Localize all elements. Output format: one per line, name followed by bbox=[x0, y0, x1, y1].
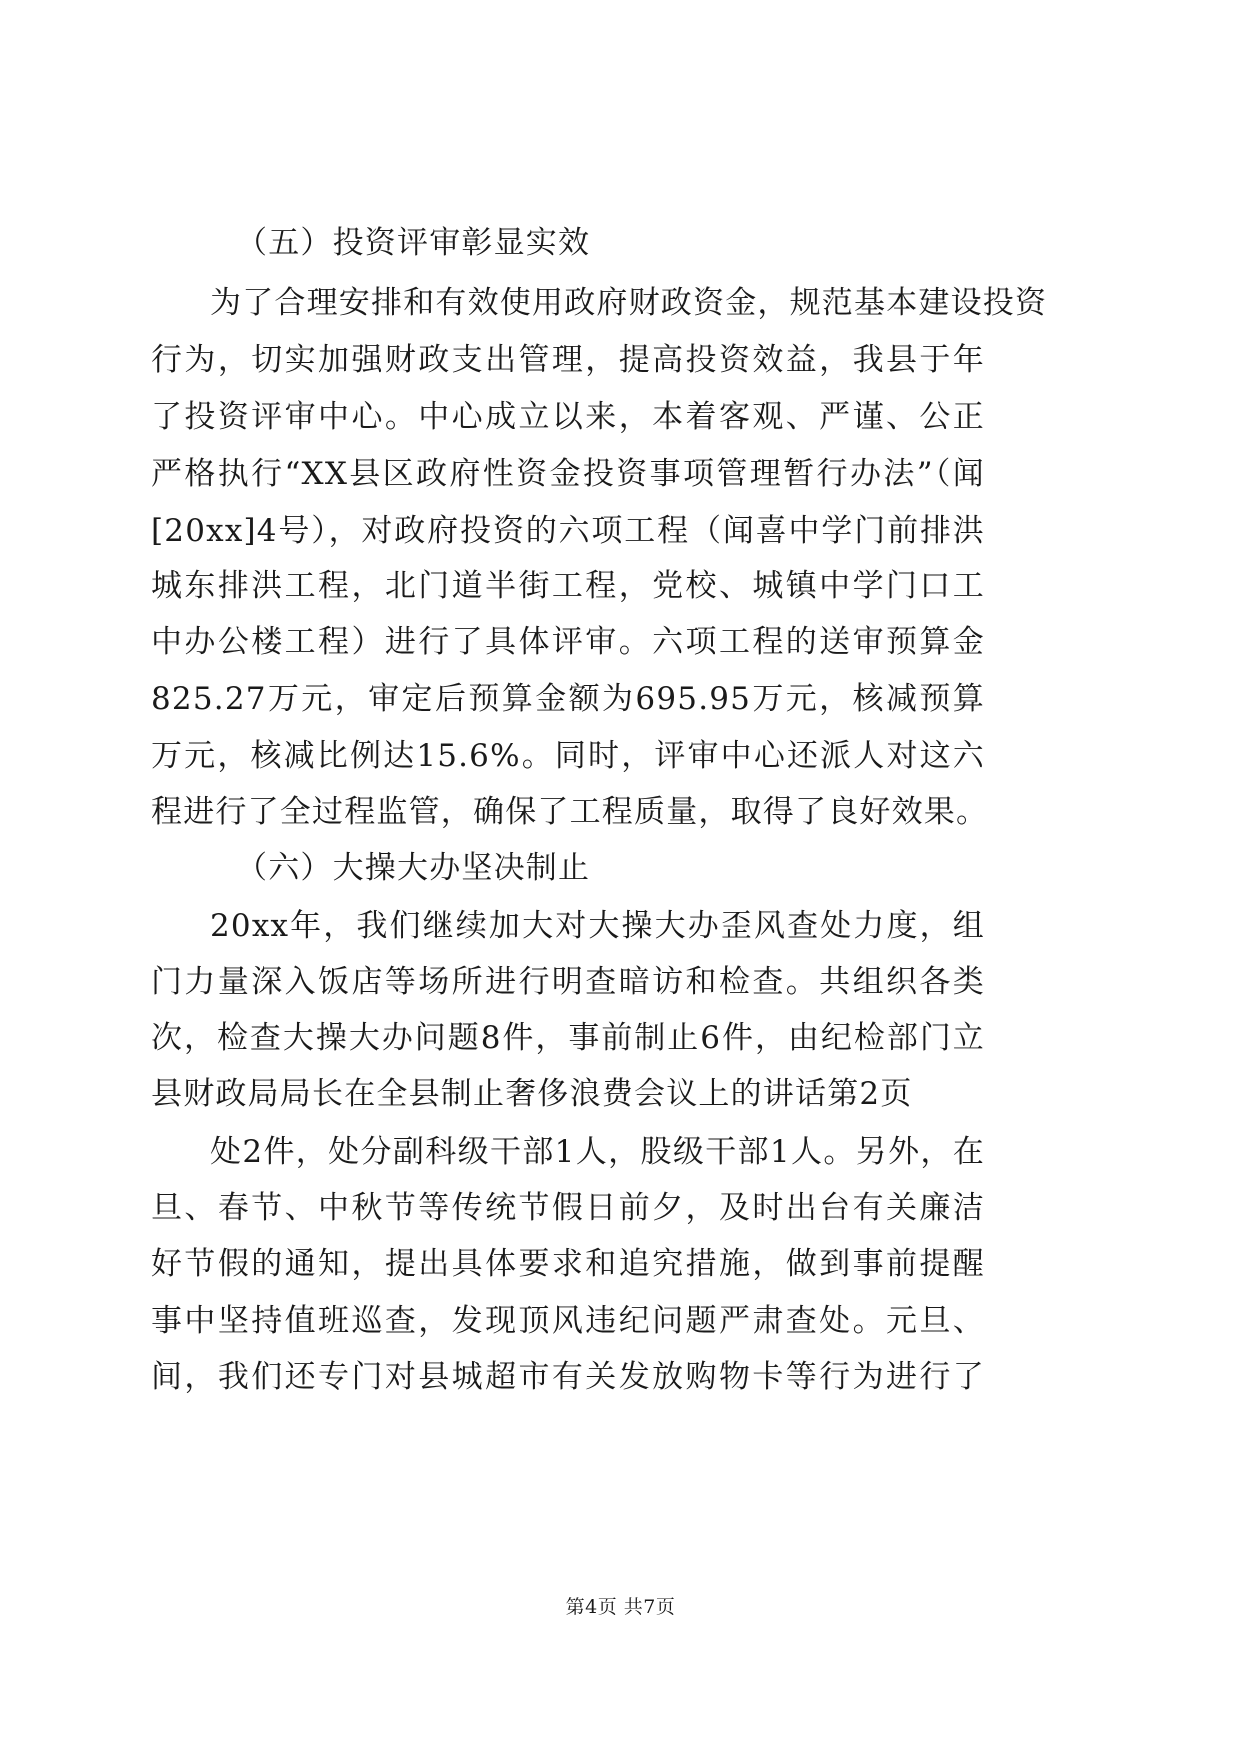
paragraph-line: 间，我们还专门对县城超市有关发放购物卡等行为进行了 bbox=[151, 1359, 985, 1395]
paragraph-line: 处2件，处分副科级干部1人，股级干部1人。另外，在 bbox=[210, 1134, 985, 1170]
section-heading-six: （六）大操大办坚决制止 bbox=[236, 850, 591, 886]
paragraph-line: 门力量深入饭店等场所进行明查暗访和检查。共组织各类 bbox=[151, 964, 985, 1000]
page-number-footer: 第4页 共7页 bbox=[565, 1596, 676, 1618]
paragraph-line: 好节假的通知，提出具体要求和追究措施，做到事前提醒 bbox=[151, 1246, 985, 1282]
paragraph-line: 825.27万元，审定后预算金额为695.95万元，核减预算 bbox=[151, 681, 985, 717]
paragraph-line: 为了合理安排和有效使用政府财政资金，规范基本建设投资 bbox=[210, 285, 1048, 321]
paragraph-line: 事中坚持值班巡查，发现顶风违纪问题严肃查处。元旦、 bbox=[151, 1303, 985, 1339]
paragraph-line: 万元，核减比例达15.6%。同时，评审中心还派人对这六 bbox=[151, 738, 985, 774]
section-heading-five: （五）投资评审彰显实效 bbox=[236, 225, 591, 261]
paragraph-line: 城东排洪工程，北门道半街工程，党校、城镇中学门口工 bbox=[151, 568, 985, 604]
paragraph-line: 了投资评审中心。中心成立以来，本着客观、严谨、公正 bbox=[151, 399, 985, 435]
paragraph-line: 严格执行“XX县区政府性资金投资事项管理暂行办法”（闻 bbox=[151, 456, 985, 492]
paragraph-line: 程进行了全过程监管，确保了工程质量，取得了良好效果。 bbox=[151, 794, 989, 830]
paragraph-line: 中办公楼工程）进行了具体评审。六项工程的送审预算金 bbox=[151, 624, 985, 660]
paragraph-line: 旦、春节、中秋节等传统节假日前夕，及时出台有关廉洁 bbox=[151, 1190, 985, 1226]
paragraph-line: [20xx]4号），对政府投资的六项工程（闻喜中学门前排洪 bbox=[151, 513, 985, 549]
page-title-line: 县财政局局长在全县制止奢侈浪费会议上的讲话第2页 bbox=[151, 1076, 913, 1112]
paragraph-line: 行为，切实加强财政支出管理，提高投资效益，我县于年 bbox=[151, 342, 985, 378]
paragraph-line: 20xx年，我们继续加大对大操大办歪风查处力度，组 bbox=[210, 908, 985, 944]
paragraph-line: 次，检查大操大办问题8件，事前制止6件，由纪检部门立 bbox=[151, 1020, 985, 1056]
